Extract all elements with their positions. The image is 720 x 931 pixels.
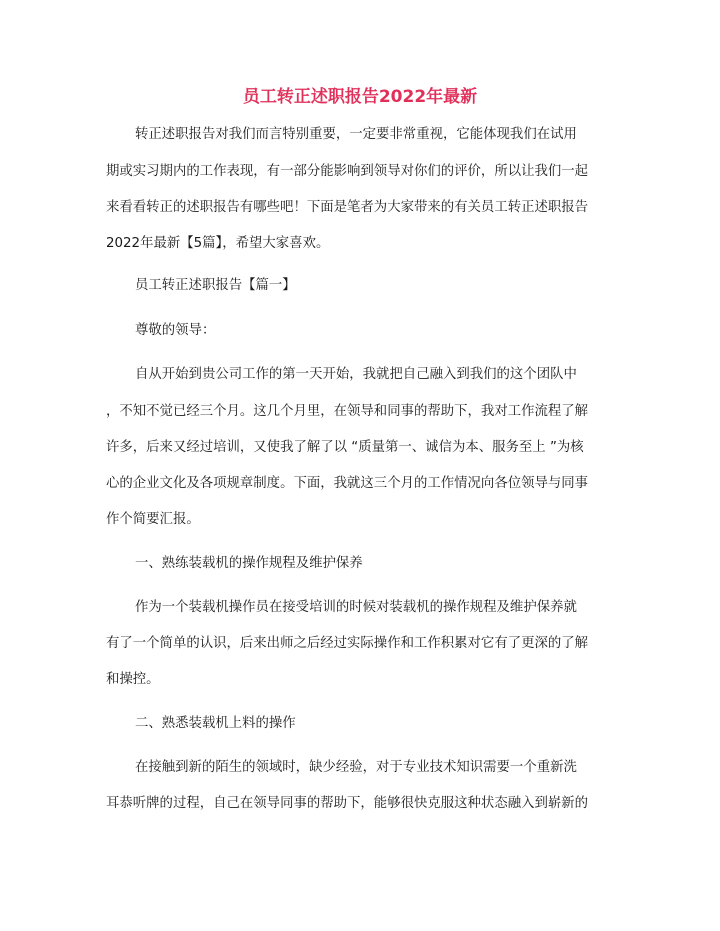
document-title: 员工转正述职报告2022年最新: [242, 87, 478, 107]
paragraph-line: 作为一个装载机操作员在接受培训的时候对装载机的操作规程及维护保养就: [135, 600, 577, 615]
paragraph-line: 在接触到新的陌生的领域时，缺少经验，对于专业技术知识需要一个重新洗: [135, 760, 577, 775]
intro-line: 期或实习期内的工作表现，有一部分能影响到领导对你们的评价，所以让我们一起: [106, 164, 589, 179]
section-heading: 员工转正述职报告【篇一】: [135, 278, 296, 293]
intro-line: 转正述职报告对我们而言特别重要，一定要非常重视，它能体现我们在试用: [135, 127, 577, 142]
paragraph-line: 作个简要汇报。: [106, 512, 200, 527]
paragraph-line: 许多，后来又经过培训，又使我了解了以 “质量第一、诚信为本、服务至上 ”为核: [106, 440, 584, 455]
paragraph-line: ，不知不觉已经三个月。这几个月里，在领导和同事的帮助下，我对工作流程了解: [106, 404, 589, 419]
paragraph-line: 和操控。: [106, 672, 160, 687]
subheading-2: 二、熟悉装载机上料的操作: [135, 716, 296, 731]
intro-line: 2022年最新【5篇】，希望大家喜欢。: [106, 236, 330, 251]
paragraph-line: 有了一个简单的认识，后来出师之后经过实际操作和工作积累对它有了更深的了解: [106, 636, 589, 651]
salutation: 尊敬的领导：: [135, 323, 216, 338]
paragraph-line: 心的企业文化及各项规章制度。下面，我就这三个月的工作情况向各位领导与同事: [106, 476, 589, 491]
subheading-1: 一、熟练装载机的操作规程及维护保养: [135, 556, 363, 571]
intro-line: 来看看转正的述职报告有哪些吧！下面是笔者为大家带来的有关员工转正述职报告: [106, 200, 589, 215]
paragraph-line: 自从开始到贵公司工作的第一天开始，我就把自己融入到我们的这个团队中: [135, 367, 577, 382]
paragraph-line: 耳恭听牌的过程，自己在领导同事的帮助下，能够很快克服这种状态融入到崭新的: [106, 796, 589, 811]
